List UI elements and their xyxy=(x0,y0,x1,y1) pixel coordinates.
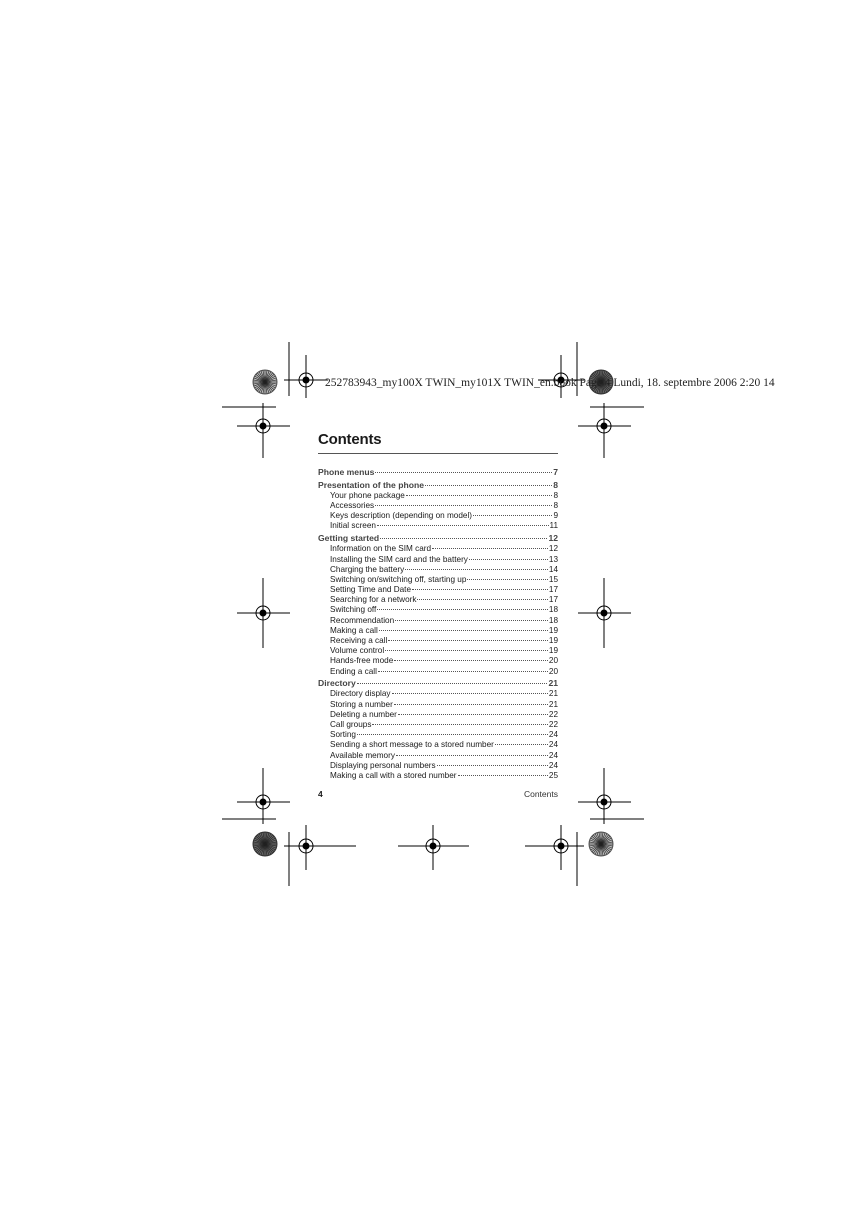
toc-entry-page: 21 xyxy=(548,678,558,689)
color-starburst-bottom-right xyxy=(589,832,613,856)
registration-mark-left-top xyxy=(237,403,290,458)
toc-entry-label: Volume control xyxy=(330,646,385,656)
registration-mark-right-bottom xyxy=(578,768,631,824)
registration-mark-left-bottom xyxy=(237,768,290,824)
toc-leader-dots xyxy=(467,579,548,580)
toc-entry-page: 21 xyxy=(548,689,558,699)
registration-mark-top-center-left xyxy=(284,355,328,398)
toc-leader-dots xyxy=(388,640,548,641)
toc-entry-label: Call groups xyxy=(330,720,372,729)
toc-leader-dots xyxy=(406,495,553,496)
registration-mark-right-top xyxy=(578,403,631,458)
toc-section-entry[interactable] xyxy=(318,544,558,554)
toc-leader-dots xyxy=(394,660,548,661)
toc-section-entry[interactable] xyxy=(318,730,558,740)
toc-entry-label: Storing a number xyxy=(330,699,393,709)
toc-leader-dots xyxy=(372,724,547,725)
toc-entry-page: 18 xyxy=(548,605,558,615)
registration-mark-right-middle xyxy=(578,578,631,648)
toc-section-entry[interactable] xyxy=(318,761,558,771)
toc-entry-page: 18 xyxy=(548,615,558,625)
toc-entry-label: Available memory xyxy=(330,750,395,760)
toc-leader-dots xyxy=(357,683,548,684)
toc-section-entry[interactable] xyxy=(318,555,558,565)
toc-entry-page: 13 xyxy=(548,554,558,564)
toc-leader-dots xyxy=(469,559,548,560)
color-starburst-bottom-left xyxy=(253,832,277,856)
toc-section-entry[interactable] xyxy=(318,565,558,575)
toc-leader-dots xyxy=(437,765,548,766)
footer-section-label: Contents xyxy=(523,789,558,799)
toc-section-entry[interactable] xyxy=(318,511,558,521)
toc-entry-page: 9 xyxy=(553,511,558,521)
toc-entry-page: 25 xyxy=(548,770,558,780)
toc-entry-page: 24 xyxy=(548,760,558,770)
toc-entry-page: 19 xyxy=(548,636,558,645)
toc-leader-dots xyxy=(458,775,548,776)
registration-mark-left-middle xyxy=(237,578,290,648)
page-title: Contents xyxy=(318,431,382,448)
toc-entry-label: Initial screen xyxy=(330,521,376,531)
toc-section-entry[interactable] xyxy=(318,595,558,605)
toc-entry-label: Making a call with a stored number xyxy=(330,770,457,780)
toc-entry-label: Your phone package xyxy=(330,490,405,500)
toc-entry-page: 22 xyxy=(548,709,558,719)
toc-chapter-entry[interactable] xyxy=(318,678,558,689)
toc-chapter-entry[interactable] xyxy=(318,467,558,478)
toc-entry-page: 17 xyxy=(548,585,558,595)
toc-leader-dots xyxy=(380,538,547,539)
toc-section-entry[interactable] xyxy=(318,667,558,677)
toc-entry-label: Setting Time and Date xyxy=(330,585,412,595)
print-header-file-line: 252783943_my100X TWIN_my101X TWIN_en.book Page 4 Lundi, 18. septembre 2006 2:20 14 xyxy=(325,377,775,389)
toc-entry-label: Directory display xyxy=(330,689,391,699)
toc-leader-dots xyxy=(412,589,548,590)
toc-section-entry[interactable] xyxy=(318,740,558,750)
toc-chapter-entry[interactable] xyxy=(318,480,558,491)
toc-section-entry[interactable] xyxy=(318,656,558,666)
toc-entry-label: Receiving a call xyxy=(330,636,388,645)
toc-section-entry[interactable] xyxy=(318,751,558,761)
toc-leader-dots xyxy=(377,525,549,526)
toc-section-entry[interactable] xyxy=(318,575,558,585)
toc-leader-dots xyxy=(394,704,548,705)
toc-leader-dots xyxy=(392,693,548,694)
toc-entry-page: 22 xyxy=(548,720,558,729)
toc-section-entry[interactable] xyxy=(318,646,558,656)
toc-section-entry[interactable] xyxy=(318,720,558,730)
toc-leader-dots xyxy=(396,755,548,756)
toc-entry-page: 14 xyxy=(548,564,558,574)
toc-chapter-entry[interactable] xyxy=(318,533,558,544)
toc-entry-label: Ending a call xyxy=(330,666,377,676)
toc-section-entry[interactable] xyxy=(318,626,558,636)
toc-leader-dots xyxy=(385,650,548,651)
toc-entry-label: Searching for a network xyxy=(330,595,417,605)
toc-entry-page: 20 xyxy=(548,666,558,676)
toc-entry-label: Charging the battery xyxy=(330,564,405,574)
toc-entry-page: 24 xyxy=(548,740,558,750)
toc-section-entry[interactable] xyxy=(318,689,558,699)
table-of-contents xyxy=(318,467,558,781)
title-rule xyxy=(318,453,558,454)
toc-entry-page: 20 xyxy=(548,656,558,666)
toc-section-entry[interactable] xyxy=(318,605,558,615)
toc-entry-page: 17 xyxy=(548,595,558,605)
toc-section-entry[interactable] xyxy=(318,771,558,781)
registration-mark-bottom-right xyxy=(525,825,584,870)
toc-section-entry[interactable] xyxy=(318,616,558,626)
toc-entry-label: Accessories xyxy=(330,501,375,511)
toc-entry-label: Sending a short message to a stored number xyxy=(330,740,494,750)
toc-section-entry[interactable] xyxy=(318,700,558,710)
page-number: 4 xyxy=(318,789,323,799)
toc-leader-dots xyxy=(378,671,548,672)
toc-entry-label: Hands-free mode xyxy=(330,656,394,666)
toc-section-entry[interactable] xyxy=(318,636,558,646)
toc-leader-dots xyxy=(473,515,552,516)
toc-leader-dots xyxy=(395,620,548,621)
toc-entry-label: Phone menus xyxy=(318,467,375,477)
toc-entry-page: 11 xyxy=(549,521,558,531)
toc-entry-label: Installing the SIM card and the battery xyxy=(330,554,468,564)
toc-leader-dots xyxy=(495,744,548,745)
toc-entry-page: 8 xyxy=(553,490,558,500)
toc-entry-label: Switching on/switching off, starting up xyxy=(330,574,467,584)
toc-entry-page: 24 xyxy=(548,730,558,740)
toc-leader-dots xyxy=(398,714,548,715)
toc-entry-label: Recommendation xyxy=(330,615,395,625)
toc-entry-page: 12 xyxy=(548,544,558,554)
toc-leader-dots xyxy=(375,472,552,473)
toc-entry-page: 8 xyxy=(553,501,558,511)
toc-entry-label: Deleting a number xyxy=(330,709,397,719)
toc-entry-page: 19 xyxy=(548,646,558,656)
toc-entry-label: Making a call xyxy=(330,625,378,635)
registration-mark-bottom-left xyxy=(284,825,356,870)
toc-entry-page: 7 xyxy=(553,467,558,477)
toc-entry-page: 24 xyxy=(548,750,558,760)
toc-entry-page: 15 xyxy=(548,574,558,584)
toc-entry-label: Switching off xyxy=(330,605,377,615)
toc-entry-label: Presentation of the phone xyxy=(318,479,424,490)
toc-entry-label: Directory xyxy=(318,678,356,689)
toc-section-entry[interactable] xyxy=(318,491,558,501)
toc-leader-dots xyxy=(425,485,552,486)
toc-entry-page: 21 xyxy=(548,699,558,709)
toc-leader-dots xyxy=(377,609,548,610)
color-starburst-top-left xyxy=(253,370,277,394)
toc-leader-dots xyxy=(357,734,548,735)
toc-entry-label: Getting started xyxy=(318,533,380,544)
toc-entry-label: Sorting xyxy=(330,730,356,740)
toc-leader-dots xyxy=(375,505,552,506)
toc-section-entry[interactable] xyxy=(318,521,558,531)
toc-section-entry[interactable] xyxy=(318,585,558,595)
toc-leader-dots xyxy=(379,630,548,631)
toc-entry-page: 19 xyxy=(548,625,558,635)
toc-entry-page: 8 xyxy=(553,479,558,490)
toc-leader-dots xyxy=(417,599,547,600)
toc-entry-label: Information on the SIM card xyxy=(330,544,432,554)
toc-entry-label: Displaying personal numbers xyxy=(330,760,436,770)
toc-section-entry[interactable] xyxy=(318,710,558,720)
toc-leader-dots xyxy=(432,548,548,549)
toc-entry-label: Keys description (depending on model) xyxy=(330,511,473,521)
toc-entry-page: 12 xyxy=(548,533,558,544)
toc-leader-dots xyxy=(405,569,548,570)
registration-mark-bottom-center xyxy=(398,825,469,870)
toc-section-entry[interactable] xyxy=(318,501,558,511)
